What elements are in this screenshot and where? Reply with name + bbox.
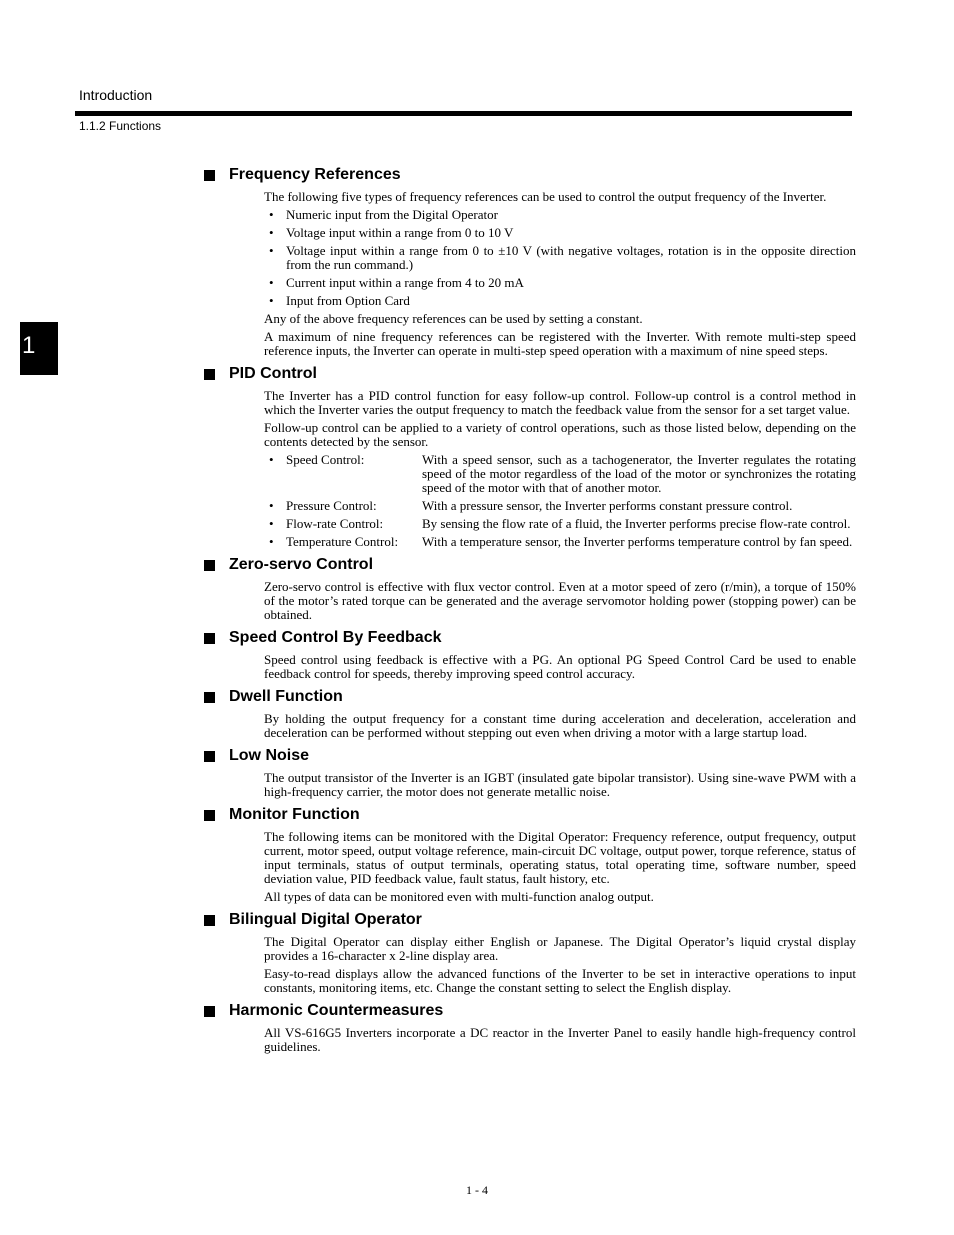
section-title: Speed Control By Feedback [229,629,442,646]
list-item [264,294,856,308]
section-title: Frequency References [229,166,401,183]
section-body [264,190,856,358]
header-rule [75,111,852,116]
section-heading [202,364,856,384]
section-low-noise [202,746,856,799]
paragraph: By holding the output frequency for a constant time during acceleration and deceleration, acceleration and deceleration can be performed without stepping out even when driving a motor with a large startup load. [264,711,856,740]
section-pid-control [202,364,856,549]
bullet-dot-icon: • [269,452,274,467]
bullet-dot-icon: • [269,275,274,290]
paragraph: The following items can be monitored with the Digital Operator: Frequency reference, output frequency, output current, motor speed, output voltage reference, main-circuit DC voltage, output power, torque reference, status of input terminals, status of output terminals, operating status, total operating time, software number, speed deviation value, PID feedback value, fault status, fault history, etc. [264,829,856,886]
paragraph: Easy-to-read displays allow the advanced functions of the Inverter to be set in interactive operations to input constants, monitoring items, etc. Change the constant setting to select the English display. [264,966,856,995]
list-item [264,226,856,240]
section-title: Monitor Function [229,806,360,823]
section-heading [202,746,856,766]
paragraph: The output transistor of the Inverter is an IGBT (insulated gate bipolar transistor). Using sine-wave PWM with a high-frequency carrier, the motor does not generate metallic noise. [264,770,856,799]
definition-term: Speed Control: [286,452,365,467]
paragraph: Follow-up control can be applied to a variety of control operations, such as those listed below, depending on the contents detected by the sensor. [264,420,856,449]
section-body [264,653,856,681]
section-monitor-function [202,805,856,904]
square-bullet-icon [204,751,215,762]
page-number: 1 - 4 [466,1183,488,1197]
bullet-dot-icon: • [269,225,274,240]
definition-term: Pressure Control: [286,498,377,513]
section-heading [202,805,856,825]
section-bilingual-digital-operator [202,910,856,995]
section-speed-control-by-feedback [202,628,856,681]
section-body [264,1026,856,1054]
definition-desc: With a temperature sensor, the Inverter performs temperature control by fan speed. [422,534,853,549]
list-item-text: Numeric input from the Digital Operator [286,207,498,222]
section-body [264,712,856,740]
paragraph: A maximum of nine frequency references can be registered with the Inverter. With remote multi-step speed reference inputs, the Inverter can operate in multi-step speed operation with a maximum of nine speed steps. [264,329,856,358]
definition-desc: With a speed sensor, such as a tachogenerator, the Inverter regulates the rotating speed of the motor regardless of the load of the motor or synchronizes the rotating speed of the motor with that of another motor. [422,452,856,495]
section-frequency-references [202,165,856,358]
square-bullet-icon [204,633,215,644]
square-bullet-icon [204,369,215,380]
square-bullet-icon [204,560,215,571]
section-heading [202,687,856,707]
section-zero-servo-control [202,555,856,622]
page-content [202,165,856,1060]
definition-desc: With a pressure sensor, the Inverter performs constant pressure control. [422,498,793,513]
section-body [264,830,856,904]
list-item-text: Input from Option Card [286,293,410,308]
square-bullet-icon [204,810,215,821]
section-title: Dwell Function [229,688,343,705]
definition-term: Temperature Control: [286,534,399,549]
section-body [264,935,856,995]
chapter-tab: 1 [20,322,58,375]
bullet-dot-icon: • [269,293,274,308]
bullet-dot-icon: • [269,516,274,531]
paragraph: The Inverter has a PID control function for easy follow-up control. Follow-up control is a control method in which the Inverter varies the output frequency to match the feedback value from the sensor for a set target value. [264,388,856,417]
section-heading [202,910,856,930]
square-bullet-icon [204,1006,215,1017]
definition-desc: By sensing the flow rate of a fluid, the Inverter performs precise flow-rate control. [422,516,851,531]
list-item [264,244,856,272]
definition-row [264,499,856,513]
list-item-text: Voltage input within a range from 0 to ±10 V (with negative voltages, rotation is in the opposite direction from the run command.) [286,243,856,272]
section-heading [202,555,856,575]
section-heading [202,165,856,185]
header-title: Introduction [79,87,153,103]
section-heading [202,1001,856,1021]
section-title: Low Noise [229,747,310,764]
bullet-dot-icon: • [269,498,274,513]
section-title: PID Control [229,365,317,382]
paragraph: All VS-616G5 Inverters incorporate a DC reactor in the Inverter Panel to easily handle high-frequency control guidelines. [264,1025,856,1054]
header-subsection: 1.1.2 Functions [79,119,162,133]
bullet-dot-icon: • [269,207,274,222]
paragraph: Zero-servo control is effective with flux vector control. Even at a motor speed of zero (r/min), a torque of 150% of the motor’s rated torque can be generated and the average servomotor holding power (stopping power) can be obtained. [264,579,856,622]
list-item-text: Current input within a range from 4 to 20 mA [286,275,524,290]
paragraph: All types of data can be monitored even with multi-function analog output. [264,889,654,904]
paragraph: Speed control using feedback is effective with a PG. An optional PG Speed Control Card be used to enable feedback control for speeds, thereby improving speed control accuracy. [264,652,856,681]
section-heading [202,628,856,648]
section-body [264,580,856,622]
bullet-dot-icon: • [269,534,274,549]
section-dwell-function [202,687,856,740]
square-bullet-icon [204,170,215,181]
section-title: Zero-servo Control [229,556,374,573]
section-body [264,389,856,549]
definition-row [264,453,856,495]
section-title: Bilingual Digital Operator [229,911,422,928]
square-bullet-icon [204,915,215,926]
square-bullet-icon [204,692,215,703]
bullet-dot-icon: • [269,243,274,258]
definition-row [264,517,856,531]
paragraph: The following five types of frequency references can be used to control the output frequency of the Inverter. [264,189,827,204]
section-title: Harmonic Countermeasures [229,1002,444,1019]
bullet-list [264,208,856,308]
paragraph: Any of the above frequency references can be used by setting a constant. [264,311,643,326]
list-item [264,208,856,222]
section-body [264,771,856,799]
definition-term: Flow-rate Control: [286,516,384,531]
definition-row [264,535,856,549]
paragraph: The Digital Operator can display either English or Japanese. The Digital Operator’s liquid crystal display provides a 16-character x 2-line display area. [264,934,856,963]
list-item-text: Voltage input within a range from 0 to 10 V [286,225,514,240]
section-harmonic-countermeasures [202,1001,856,1054]
list-item [264,276,856,290]
